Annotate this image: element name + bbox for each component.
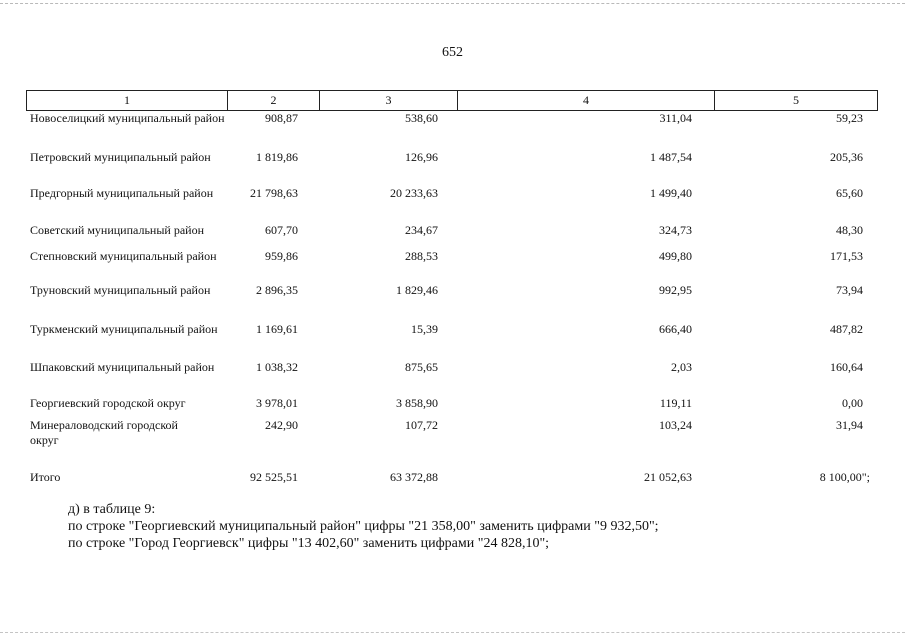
district-name: Степновский муниципальный район	[30, 249, 217, 263]
cell-col-5: 487,82	[830, 322, 863, 336]
cell-col-2: 959,86	[265, 249, 298, 263]
cell-col-4: 119,11	[659, 396, 692, 410]
cell-col-4: 324,73	[659, 223, 692, 237]
cell-col-5: 59,23	[836, 111, 863, 125]
cell-col-5: 31,94	[836, 418, 863, 432]
district-name: Предгорный муниципальный район	[30, 186, 214, 200]
column-number-5: 5	[714, 91, 877, 110]
cell-col-3: 3 858,90	[396, 396, 438, 410]
cell-col-2: 242,90	[265, 418, 298, 432]
table-column-header	[26, 90, 878, 111]
district-name: Минераловодский городской округ	[30, 418, 178, 447]
cell-col-3: 20 233,63	[390, 186, 438, 200]
cell-col-5: 65,60	[836, 186, 863, 200]
scan-edge-top	[0, 3, 905, 4]
cell-col-3: 126,96	[405, 150, 438, 164]
amendment-heading: д) в таблице 9:	[68, 502, 156, 517]
scan-edge-bottom	[0, 632, 905, 633]
cell-col-4: 666,40	[659, 322, 692, 336]
cell-col-5: 0,00	[842, 396, 863, 410]
column-number-1: 1	[124, 93, 130, 107]
total-col-3: 63 372,88	[390, 470, 438, 484]
cell-col-2: 1 169,61	[256, 322, 298, 336]
total-col-5: 8 100,00";	[819, 470, 870, 484]
cell-col-3: 234,67	[405, 223, 438, 237]
column-number-2: 2	[227, 91, 319, 110]
district-name: Георгиевский городской округ	[30, 396, 186, 410]
total-col-2: 92 525,51	[250, 470, 298, 484]
amendment-line: по строке "Георгиевский муниципальный район" цифры "21 358,00" заменить цифрами "9 932,50";	[68, 519, 659, 534]
cell-col-4: 311,04	[659, 111, 692, 125]
cell-col-5: 205,36	[830, 150, 863, 164]
district-name: Шпаковский муниципальный район	[30, 360, 215, 374]
cell-col-2: 1 819,86	[256, 150, 298, 164]
cell-col-2: 607,70	[265, 223, 298, 237]
amendment-line: по строке "Город Георгиевск" цифры "13 402,60" заменить цифрами "24 828,10";	[68, 536, 550, 551]
cell-col-2: 1 038,32	[256, 360, 298, 374]
column-number-4: 4	[457, 91, 714, 110]
cell-col-3: 107,72	[405, 418, 438, 432]
district-name: Петровский муниципальный район	[30, 150, 211, 164]
total-label: Итого	[30, 470, 61, 484]
cell-col-3: 15,39	[411, 322, 438, 336]
cell-col-5: 171,53	[830, 249, 863, 263]
page-number: 652	[442, 45, 463, 60]
cell-col-4: 103,24	[659, 418, 692, 432]
cell-col-3: 1 829,46	[396, 283, 438, 297]
column-number-3: 3	[319, 91, 457, 110]
district-name: Труновский муниципальный район	[30, 283, 211, 297]
cell-col-3: 538,60	[405, 111, 438, 125]
cell-col-4: 992,95	[659, 283, 692, 297]
cell-col-5: 160,64	[830, 360, 863, 374]
cell-col-3: 288,53	[405, 249, 438, 263]
cell-col-2: 908,87	[265, 111, 298, 125]
cell-col-4: 1 499,40	[650, 186, 692, 200]
cell-col-5: 48,30	[836, 223, 863, 237]
cell-col-4: 499,80	[659, 249, 692, 263]
district-name: Новоселицкий муниципальный район	[30, 111, 225, 125]
cell-col-3: 875,65	[405, 360, 438, 374]
cell-col-5: 73,94	[836, 283, 863, 297]
cell-col-2: 3 978,01	[256, 396, 298, 410]
cell-col-4: 2,03	[671, 360, 692, 374]
district-name: Советский муниципальный район	[30, 223, 204, 237]
cell-col-2: 21 798,63	[250, 186, 298, 200]
district-name: Туркменский муниципальный район	[30, 322, 218, 336]
cell-col-2: 2 896,35	[256, 283, 298, 297]
cell-col-4: 1 487,54	[650, 150, 692, 164]
total-col-4: 21 052,63	[644, 470, 692, 484]
